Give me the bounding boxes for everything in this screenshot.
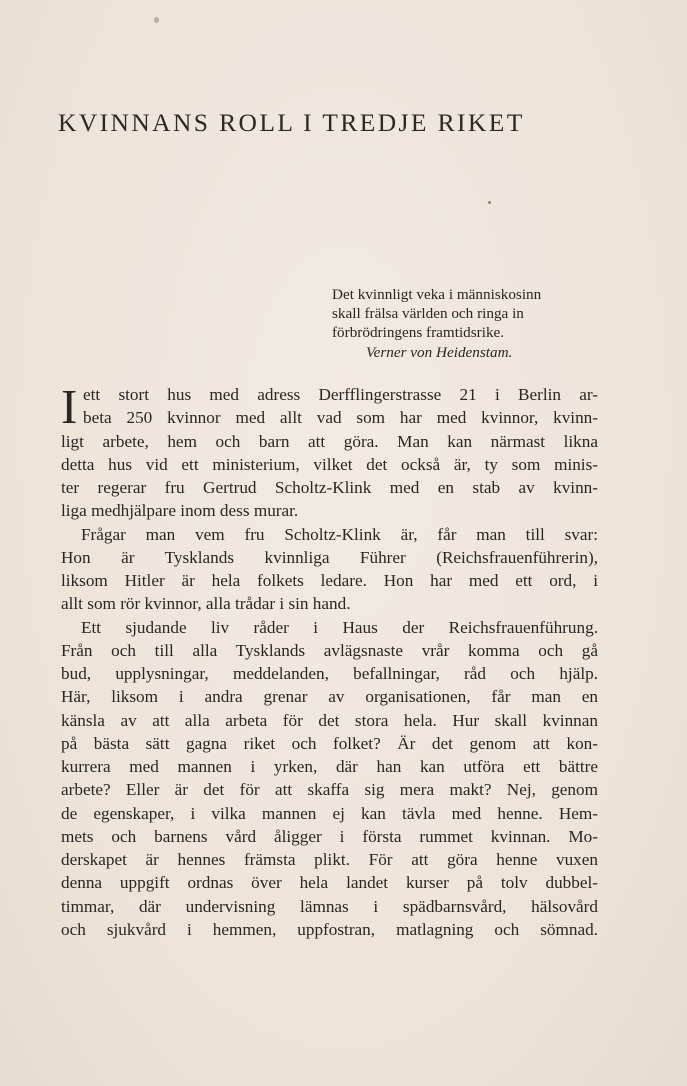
text-line: mets och barnens vård åligger i första rummet kvinnan. Mo- [61, 826, 598, 846]
text-line: känsla av att alla arbeta för det stora hela. Hur skall kvinnan [61, 710, 598, 730]
text-line: detta hus vid ett ministerium, vilket det också är, ty som minis- [61, 454, 598, 474]
text-line: arbete? Eller är det för att skaffa sig mera makt? Nej, genom [61, 780, 598, 800]
epigraph-line: skall frälsa världen och ringa in [332, 305, 524, 323]
epigraph-attribution: Verner von Heidenstam. [366, 343, 513, 361]
text-line: liga medhjälpare inom dess murar. [61, 501, 299, 521]
text-line: Hon är Tysklands kvinnliga Führer (Reichsfrauenführerin), [61, 547, 598, 567]
text-line: ett stort hus med adress Derfflingerstrasse 21 i Berlin ar- [83, 385, 598, 404]
text-line: bud, upplysningar, meddelanden, befallningar, råd och hjälp. [61, 664, 598, 683]
chapter-title: KVINNANS ROLL I TREDJE RIKET [58, 108, 525, 137]
epigraph [332, 285, 602, 362]
epigraph-line: förbrödringens framtidsrike. [332, 324, 505, 342]
text-line: Här, liksom i andra grenar av organisationen, får man en [61, 687, 598, 707]
text-line: Från och till alla Tysklands avlägsnaste vrår komma och gå [61, 640, 598, 660]
text-line: Frågar man vem fru Scholtz-Klink är, får man till svar: [81, 524, 598, 544]
text-line: timmar, där undervisning lämnas i spädbarnsvård, hälsovård [61, 896, 598, 916]
text-line: liksom Hitler är hela folkets ledare. Hon har med ett ord, i [61, 571, 598, 590]
text-line: kurrera med mannen i yrken, där han kan utföra ett bättre [61, 757, 598, 776]
paper-speck [154, 17, 159, 23]
text-line: Ett sjudande liv råder i Haus der Reichsfrauenführung. [81, 617, 598, 637]
text-line: ter regerar fru Gertrud Scholtz-Klink med en stab av kvinn- [61, 478, 598, 497]
text-line: beta 250 kvinnor med allt vad som har med kvinnor, kvinn- [83, 408, 598, 428]
text-line: på bästa sätt gagna riket och folket? Är det genom att kon- [61, 733, 598, 753]
drop-cap: I [61, 379, 78, 434]
text-line: allt som rör kvinnor, alla trådar i sin hand. [61, 594, 351, 614]
text-line: och sjukvård i hemmen, uppfostran, matlagning och sömnad. [61, 919, 598, 939]
paper-speck [488, 201, 491, 204]
text-line: de egenskaper, i vilka mannen ej kan tävla med henne. Hem- [61, 803, 598, 823]
epigraph-line: Det kvinnligt veka i människosinn [332, 286, 542, 303]
text-line: derskapet är hennes främsta plikt. För att göra henne vuxen [61, 850, 598, 869]
text-line: ligt arbete, hem och barn att göra. Man kan närmast likna [61, 431, 598, 451]
body-text [61, 379, 598, 941]
text-line: denna uppgift ordnas över hela landet kurser på tolv dubbel- [61, 873, 598, 893]
